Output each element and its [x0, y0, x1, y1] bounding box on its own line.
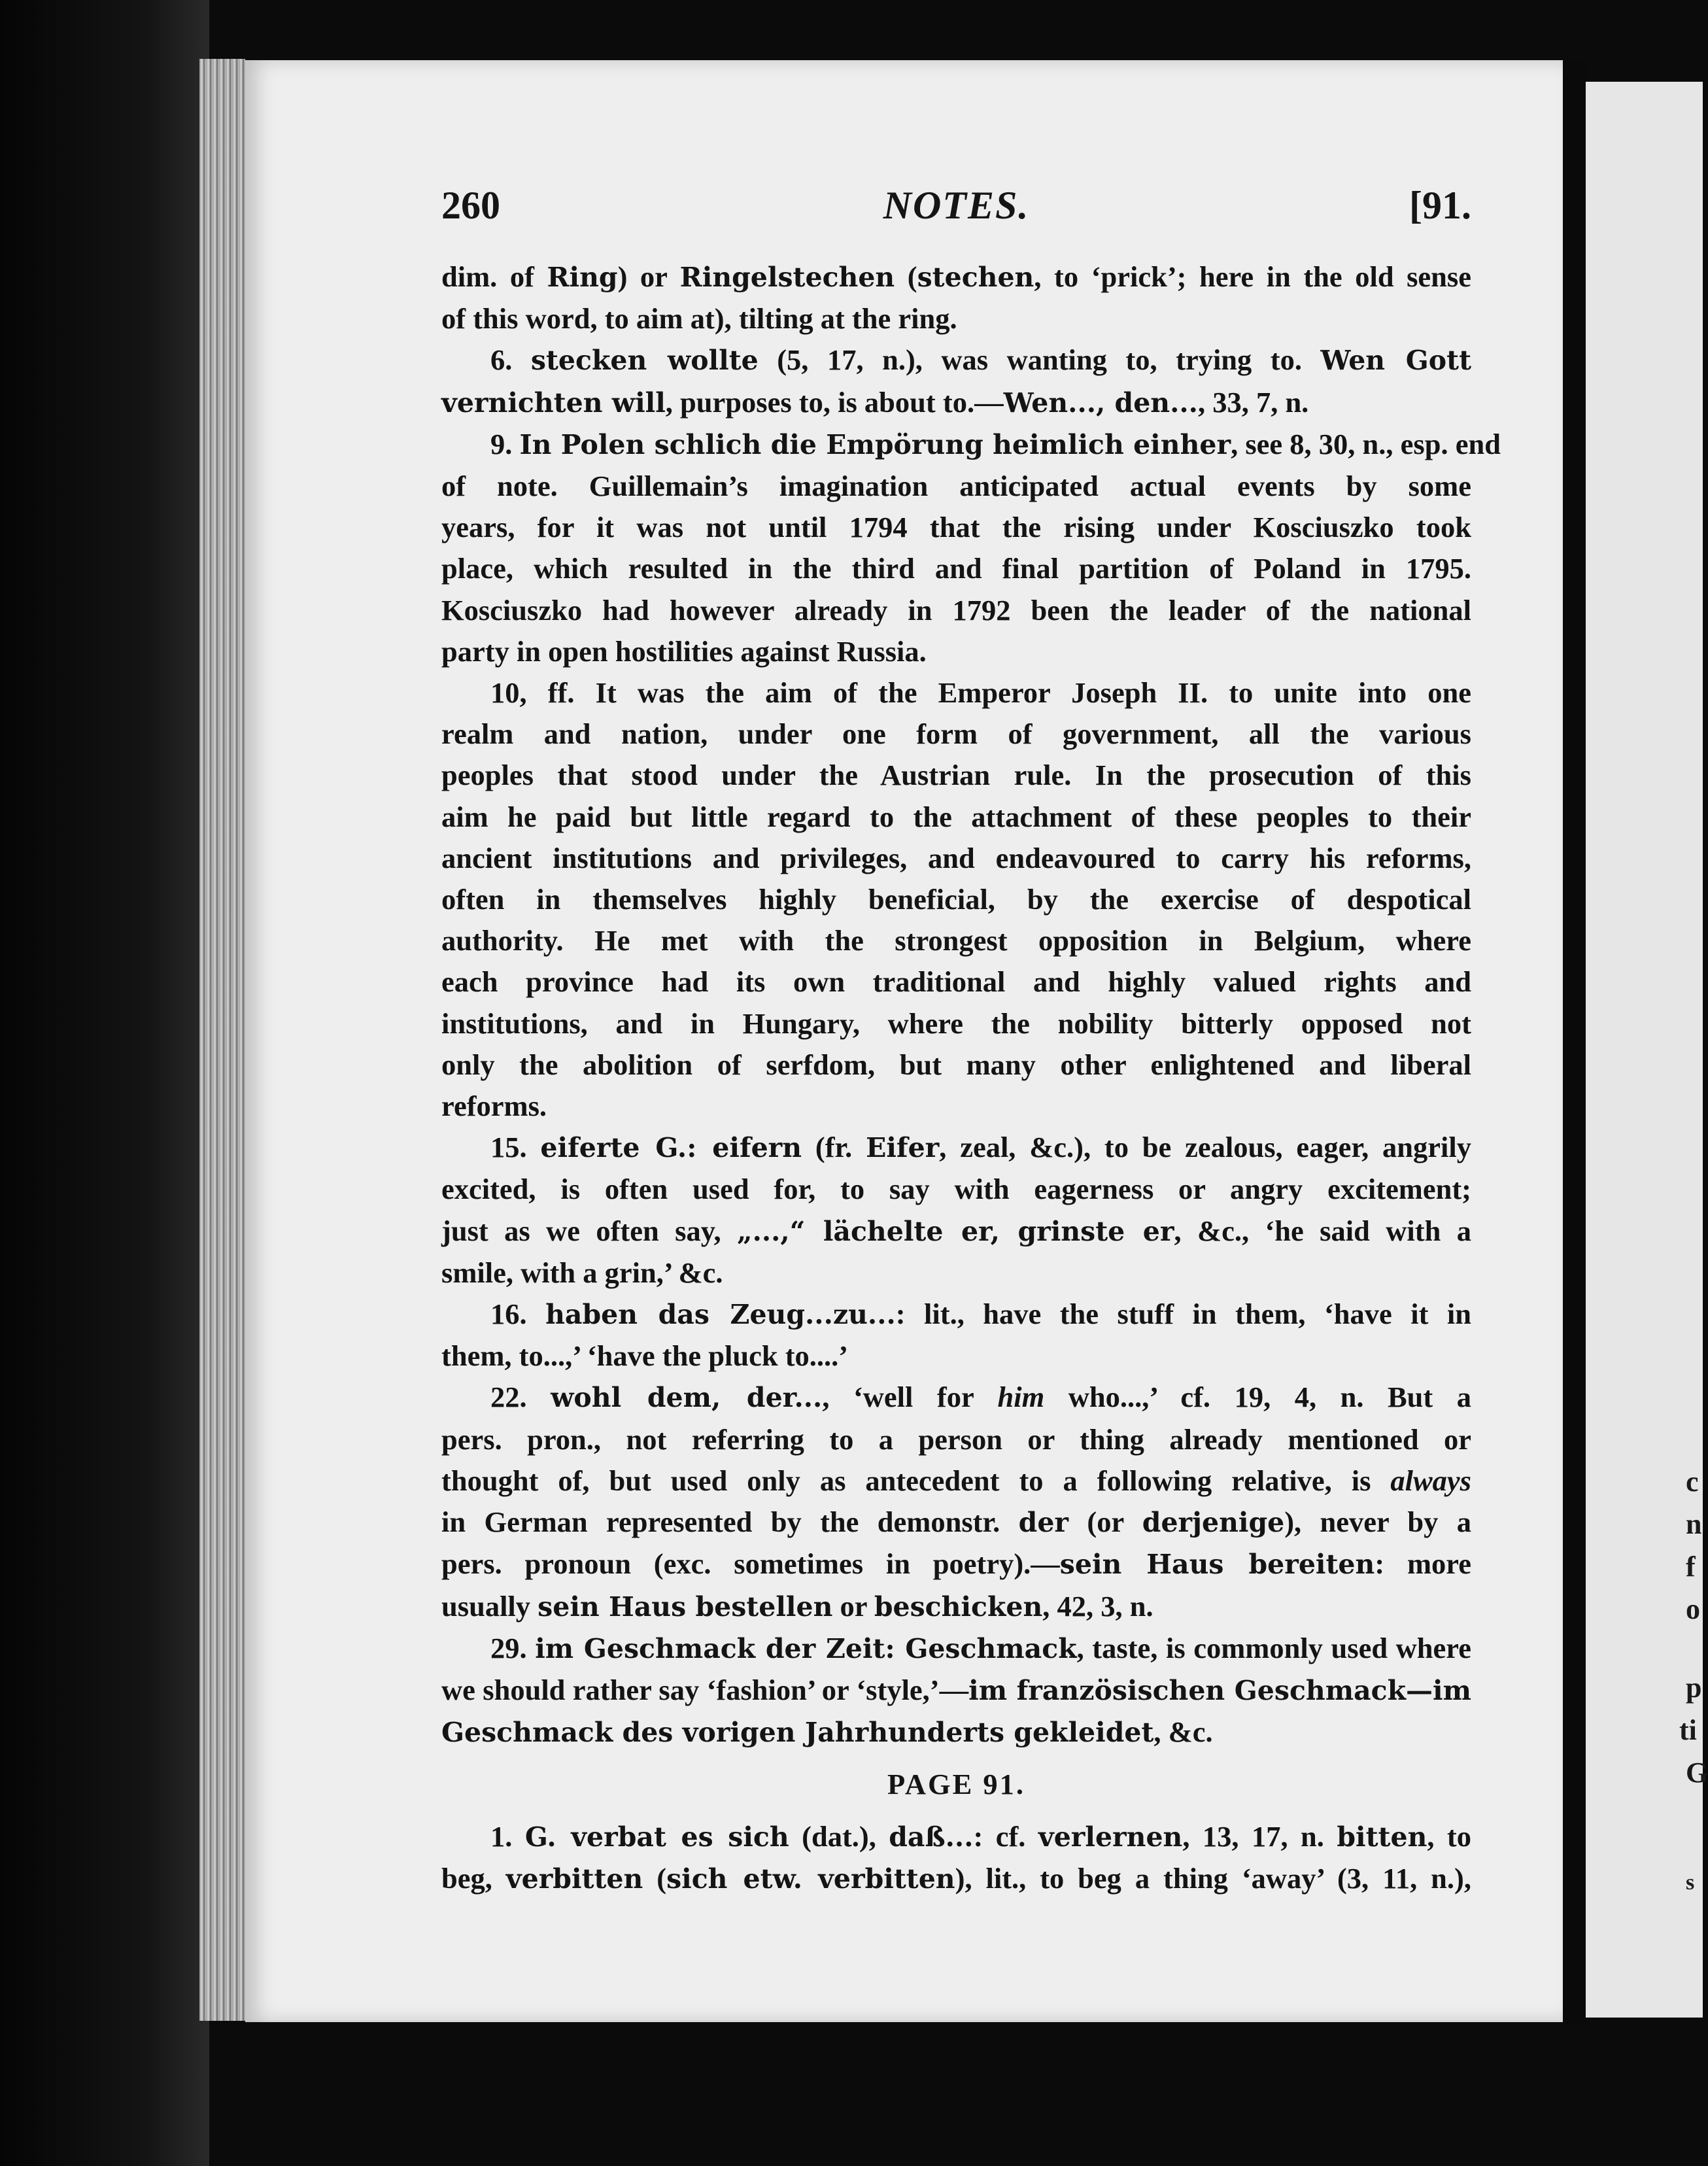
page-number: 260 [441, 184, 500, 227]
book-spine [0, 0, 209, 2166]
text-line: years, for it was not until 1794 that the rising under Kosciuszko took [441, 511, 1471, 544]
text-line: ancient institutions and privileges, and endeavoured to carry his reforms, [441, 841, 1471, 874]
text-line: we should rather say ‘fashion’ or ‘style,’—im französischen Geschmack—im [441, 1673, 1471, 1706]
facing-page-fragment: ti [1679, 1714, 1697, 1746]
facing-page-fragment: f [1686, 1551, 1696, 1583]
text-line: pers. pronoun (exc. sometimes in poetry).—sein Haus bereiten: more [441, 1547, 1471, 1581]
facing-page-fragment: c [1686, 1466, 1699, 1498]
text-line: them, to...,’ ‘have the pluck to....’ [441, 1339, 849, 1373]
facing-page-fragment: s [1686, 1870, 1695, 1895]
note-entry: 10, ff. It was the aim of the Emperor Joseph II. to unite into one [490, 676, 1471, 710]
text-line: pers. pron., not referring to a person or thing already mentioned or [441, 1422, 1471, 1456]
note-entry: 22. wohl dem, der..., ‘well for him who...,’ cf. 19, 4, n. But a [490, 1381, 1471, 1414]
text-line: smile, with a grin,’ &c. [441, 1256, 723, 1289]
text-line: each province had its own traditional and highly valued rights and [441, 965, 1471, 999]
text-line: Kosciuszko had however already in 1792 been the leader of the national [441, 593, 1471, 627]
text-line: excited, is often used for, to say with eagerness or angry excitement; [441, 1173, 1471, 1206]
text-line: of note. Guillemain’s imagination anticipated actual events by some [441, 470, 1471, 503]
text-line: in German represented by the demonstr. der (or derjenige), never by a [441, 1505, 1471, 1539]
page-reference: [91. [1409, 184, 1471, 227]
text-line: usually sein Haus bestellen or beschicken, 42, 3, n. [441, 1589, 1153, 1623]
facing-page-fragment: n [1686, 1508, 1702, 1540]
note-entry: 16. haben das Zeug...zu...: lit., have the stuff in them, ‘have it in [490, 1298, 1472, 1331]
text-line: just as we often say, „...,“ lächelte er, grinste er, &c., ‘he said with a [441, 1214, 1471, 1247]
text-line: reforms. [441, 1090, 547, 1123]
section-heading: PAGE 91. [887, 1768, 1026, 1801]
text-line: often in themselves highly beneficial, by the exercise of despotical [441, 883, 1471, 916]
text-line: aim he paid but little regard to the attachment of these peoples to their [441, 800, 1471, 833]
text-line: place, which resulted in the third and final partition of Poland in 1795. [441, 552, 1471, 585]
text-line: of this word, to aim at), tilting at the ring. [441, 302, 957, 335]
text-line: realm and nation, under one form of government, all the various [441, 717, 1471, 751]
text-line: only the abolition of serfdom, but many other enlightened and liberal [441, 1048, 1471, 1081]
text-line: peoples that stood under the Austrian rule. In the prosecution of this [441, 759, 1471, 792]
text-line: dim. of Ring) or Ringelstechen (stechen, to ‘prick’; here in the old sense [441, 260, 1471, 293]
note-entry: 6. stecken wollte (5, 17, n.), was wanting to, trying to. Wen Gott [490, 343, 1472, 377]
text-line: beg, verbitten (sich etw. verbitten), lit., to beg a thing ‘away’ (3, 11, n.), [441, 1861, 1471, 1895]
facing-page-fragment: o [1686, 1593, 1700, 1625]
text-line: vernichten will, purposes to, is about to.—Wen..., den..., 33, 7, n. [441, 385, 1309, 419]
page-edges [199, 59, 245, 2021]
text-line: thought of, but used only as antecedent to a following relative, is always [441, 1464, 1471, 1497]
text-line: institutions, and in Hungary, where the nobility bitterly opposed not [441, 1006, 1471, 1040]
page-gutter [1563, 62, 1586, 2024]
text-line: authority. He met with the strongest opposition in Belgium, where [441, 924, 1471, 957]
page-title: NOTES. [883, 184, 1030, 227]
text-line: Geschmack des vorigen Jahrhunderts gekleidet, &c. [441, 1715, 1213, 1749]
facing-page-fragment: G [1686, 1757, 1708, 1789]
text-line: party in open hostilities against Russia. [441, 634, 927, 668]
facing-page-fragment: p [1686, 1672, 1702, 1704]
note-entry: 9. In Polen schlich die Empörung heimlich einher, see 8, 30, n., esp. end [490, 427, 1501, 460]
note-entry: 29. im Geschmack der Zeit: Geschmack, taste, is commonly used where [490, 1631, 1472, 1664]
notes-body [441, 256, 1501, 1900]
running-head [441, 183, 1471, 235]
note-entry: 15. eiferte G.: eifern (fr. Eifer, zeal, &c.), to be zealous, eager, angrily [490, 1131, 1471, 1164]
note-entry: 1. G. verbat es sich (dat.), daß...: cf. verlernen, 13, 17, n. bitten, to [490, 1819, 1472, 1853]
